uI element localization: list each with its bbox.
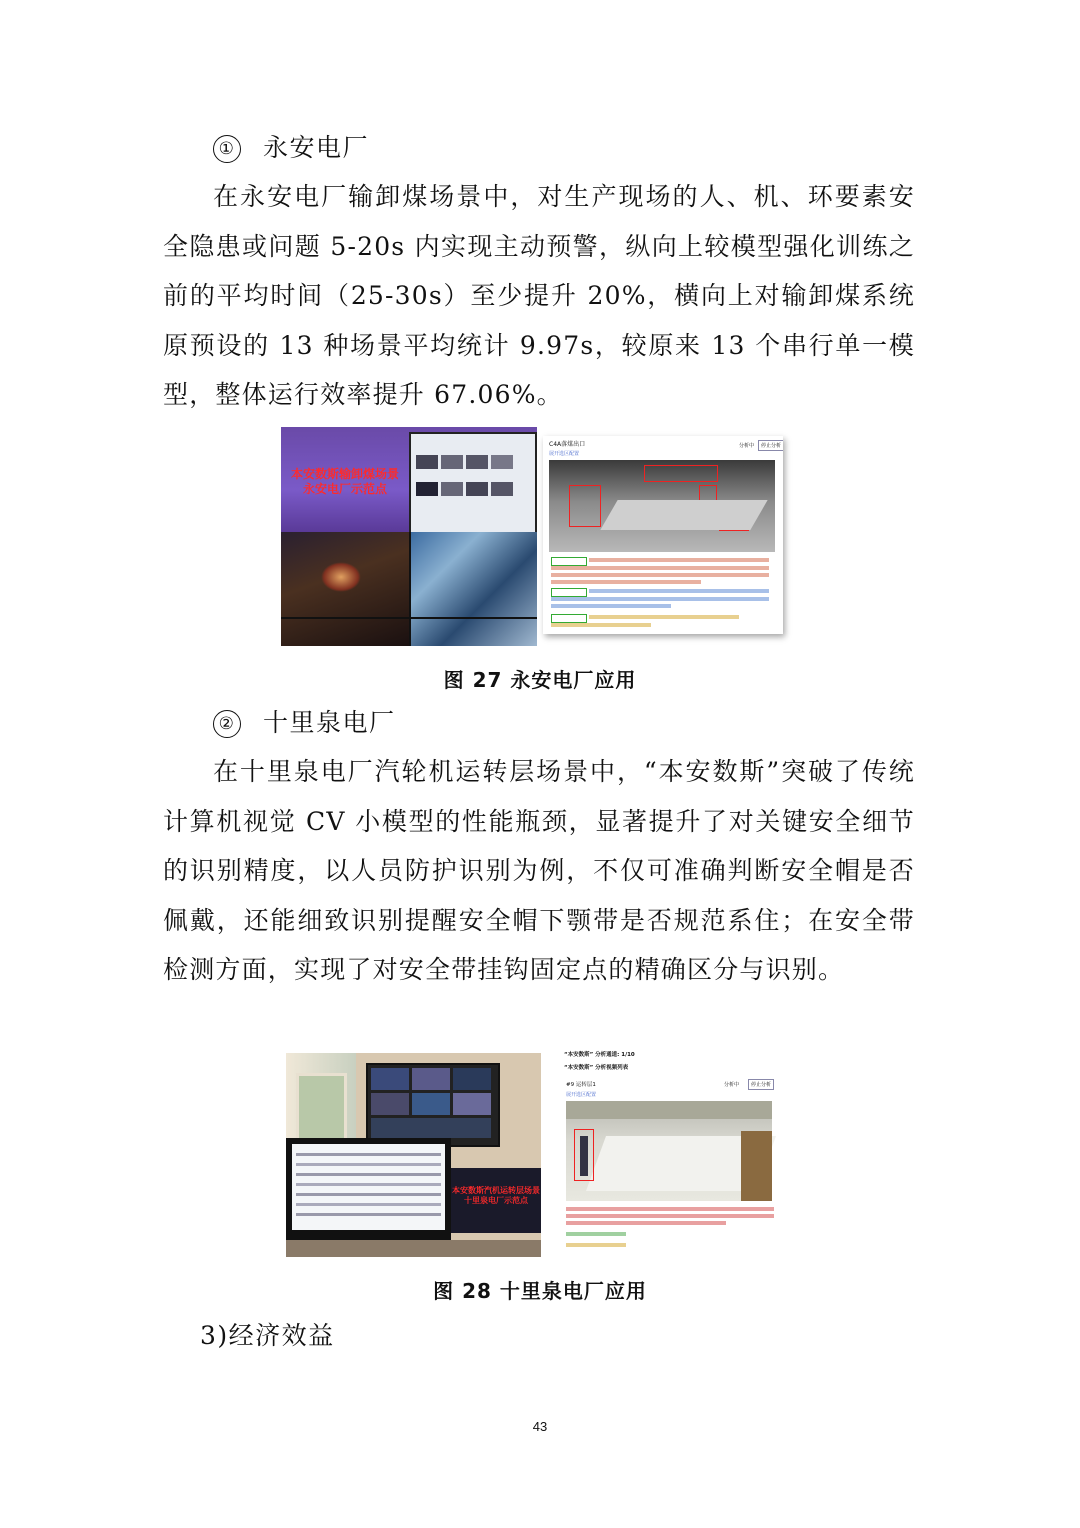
page-number: 43 (532, 1419, 548, 1434)
figure27-sublabel: 展开选区配置 (549, 451, 580, 457)
figure28-channel: #9 运转层1 (566, 1082, 596, 1088)
figure28-right-screenshot (558, 1047, 783, 1257)
paragraph-shiliquan: 在十里泉电厂汽轮机运转层场景中，“本安数斯”突破了传统计算机视觉 CV 小模型的性能瓶颈，显著提升了对关键安全细节的识别精度，以人员防护识别为例，不仅可准确判断安全帽是否佩戴，还能细致识别提醒安全帽下颚带是否规范系住；在安全带检测方面，实现了对安全带挂钩固定点的精确区分与识别。 (163, 757, 915, 984)
circled-number-1: ① (213, 135, 241, 163)
figure28-camera-frame (566, 1101, 772, 1201)
figure28-banner (451, 1186, 541, 1206)
figure27-banner-line1: 本安数斯输卸煤场景 (290, 467, 399, 481)
figure27-banner-line2: 永安电厂示范点 (302, 482, 387, 496)
figure28-sublabel: 展开选区配置 (566, 1092, 597, 1098)
figure27-right-screenshot (543, 436, 783, 634)
figure27-banner (281, 467, 409, 497)
figure28-left-photo (286, 1053, 541, 1257)
figure28-banner-line1: 本安数斯汽机运转层场景 (452, 1186, 540, 1195)
section-heading-economic: 3)经济效益 (200, 1321, 335, 1350)
figure27-window-title: C4A落煤出口 (549, 441, 586, 448)
figure28-caption: 图 28 十里泉电厂应用 (433, 1279, 647, 1303)
figure27-stop-button[interactable]: 停止分析 (758, 440, 783, 451)
figure28-banner-line2: 十里泉电厂示范点 (464, 1196, 528, 1205)
figure27-caption: 图 27 永安电厂应用 (443, 668, 637, 692)
figure28-header1: “本安数斯” 分析通道: 1/10 (564, 1052, 635, 1058)
section-heading-shiliquan (213, 703, 396, 739)
figure28-status: 分析中 (724, 1082, 740, 1088)
figure27-camera-frame (549, 460, 775, 552)
figure27-left-photo (281, 427, 537, 646)
figure28-header2: “本安数斯” 分析视频列表 (564, 1065, 629, 1071)
section-title-shiliquan: 十里泉电厂 (263, 708, 396, 737)
section-heading-yongan (213, 128, 369, 164)
circled-number-2: ② (213, 710, 241, 738)
figure27-status: 分析中 (739, 443, 755, 449)
figure28-stop-button[interactable]: 停止分析 (748, 1079, 774, 1090)
section-title-yongan: 永安电厂 (263, 133, 370, 162)
paragraph-yongan: 在永安电厂输卸煤场景中，对生产现场的人、机、环要素安全隐患或问题 5-20s 内实现主动预警，纵向上较模型强化训练之前的平均时间（25-30s）至少提升 20%，横向上对输卸煤系统原预设的 13 种场景平均统计 9.97s，较原来 13 个串行单一模型，整体运行效率提升 67.06%。 (163, 182, 915, 409)
